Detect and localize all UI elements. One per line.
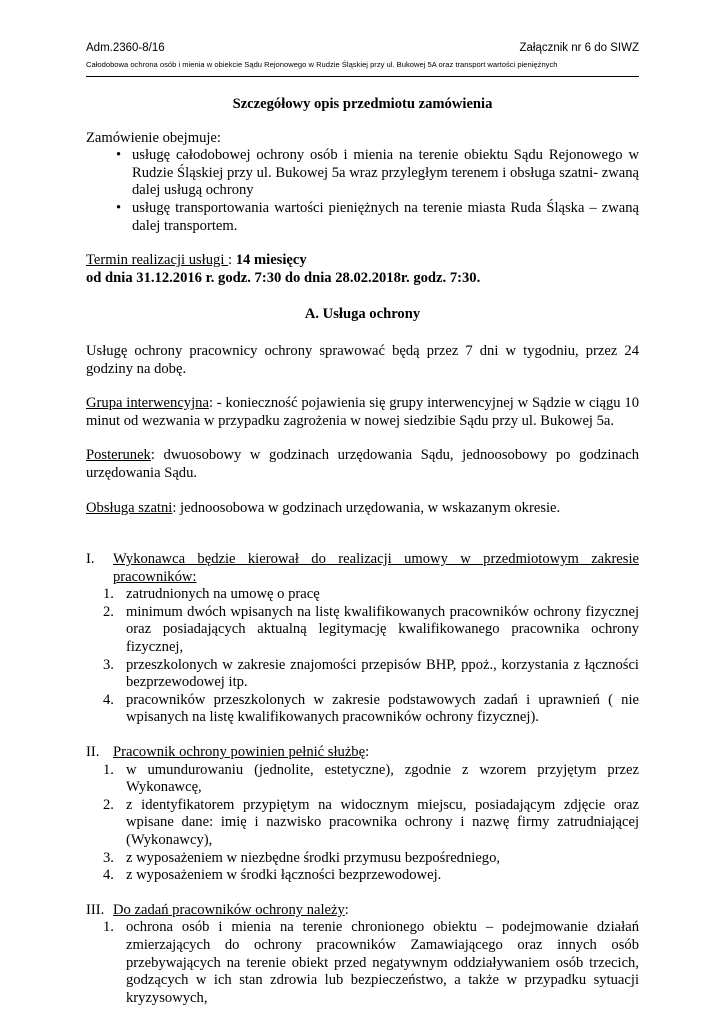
- section-number: II.: [86, 744, 100, 761]
- header-subtitle: Całodobowa ochrona osób i mienia w obiekcie Sądu Rejonowego w Rudzie Śląskiej przy ul. Bukowej 5A oraz transport wartości pieniężnych: [86, 60, 558, 69]
- list-item-text: z wyposażeniem w środki łączności bezprzewodowej.: [126, 867, 442, 884]
- page-header: [86, 42, 639, 54]
- document-body: [86, 88, 639, 1007]
- scope-item: [86, 147, 639, 200]
- bullet-icon: •: [116, 147, 122, 164]
- scope-item-text: usługę transportowania wartości pieniężnych na terenie miasta Ruda Śląska – zwaną dalej transportem.: [132, 199, 639, 234]
- section-3-heading: [86, 902, 639, 920]
- item-number: 2.: [103, 603, 114, 620]
- item-number: 1.: [103, 919, 114, 936]
- document-title: Szczegółowy opis przedmiotu zamówienia: [232, 96, 493, 112]
- list-item-text: pracowników przeszkolonych w zakresie podstawowych zadań i uprawnień ( nie wpisanych na listę kwalifikowanych pracowników ochrony fizycznej).: [126, 691, 639, 726]
- item-number: 2.: [103, 796, 114, 813]
- list-item: [86, 762, 639, 797]
- list-item-text: z identyfikatorem przypiętym na widocznym miejscu, posiadającym zdjęcie oraz wpisane dane: imię i nazwisko pracownika ochrony i nazwę firmy zatrudniającej (Wykonawcy),: [126, 796, 639, 848]
- section-2-heading: [86, 744, 639, 762]
- item-number: 4.: [103, 867, 114, 884]
- attachment-label: Załącznik nr 6 do SIWZ: [519, 42, 639, 54]
- term-label: Termin realizacji usługi: [86, 252, 229, 269]
- term-colon: :: [228, 252, 236, 269]
- term-value: 14 miesięcy: [235, 252, 307, 269]
- service-description: Usługę ochrony pracownicy ochrony sprawować będą przez 7 dni w tygodniu, przez 24 godziny na dobę.: [86, 342, 639, 377]
- cloakroom-text: : jednoosobowa w godzinach urzędowania, w wskazanym okresie.: [172, 499, 561, 516]
- list-item: [86, 692, 639, 727]
- document-reference: Adm.2360-8/16: [86, 42, 165, 54]
- intervention-text: : - konieczność pojawienia się grupy interwencyjnej w Sądzie w ciągu 10 minut od wezwania w przypadku zagrożenia w nowej siedzibie Sądu przy ul. Bukowej 5a.: [86, 395, 639, 429]
- section-heading-colon: :: [365, 744, 370, 761]
- item-number: 3.: [103, 656, 114, 673]
- intervention-label: Grupa interwencyjna: [86, 395, 209, 412]
- cloakroom-label: Obsługa szatni: [86, 499, 173, 516]
- scope-intro: Zamówienie obejmuje:: [86, 129, 221, 146]
- section-2-list: [86, 762, 639, 885]
- scope-item-text: usługę całodobowej ochrony osób i mienia na terenie obiektu Sądu Rejonowego w Rudzie Śląskiej przy ul. Bukowej 5a wraz przyległym terenem i obsługa szatni- zwaną dalej usługą ochrony: [132, 147, 639, 199]
- scope-list: [86, 147, 639, 235]
- list-item: [86, 586, 639, 604]
- list-item: [86, 867, 639, 885]
- intervention-paragraph: [86, 395, 639, 430]
- section-1-list: [86, 586, 639, 727]
- bullet-icon: •: [116, 199, 122, 216]
- cloakroom-paragraph: [86, 500, 639, 518]
- section-heading-text: Wykonawca będzie kierował do realizacji umowy w przedmiotowym zakresie pracowników:: [113, 551, 639, 585]
- list-item: [86, 797, 639, 850]
- item-number: 1.: [103, 761, 114, 778]
- list-item-text: ochrona osób i mienia na terenie chronionego obiektu – podejmowanie działań zmierzających do ochrony pracowników Zamawiającego oraz innych osób przebywających na terenie obiekt przed negatywnym oddziaływaniem osób trzecich, godzących w ich stan zdrowia lub bezpieczeństwo, a także w przypadku sytuacji kryzysowych,: [126, 919, 639, 1006]
- list-item: [86, 919, 639, 1007]
- list-item: [86, 850, 639, 868]
- header-divider: [86, 76, 639, 77]
- post-label: Posterunek: [86, 447, 151, 464]
- section-heading-colon: :: [344, 901, 349, 918]
- term-dates: od dnia 31.12.2016 r. godz. 7:30 do dnia 28.02.2018r. godz. 7:30.: [86, 269, 481, 286]
- item-number: 3.: [103, 849, 114, 866]
- list-item-text: z wyposażeniem w niezbędne środki przymusu bezpośredniego,: [126, 849, 501, 866]
- scope-item: [86, 200, 639, 235]
- item-number: 1.: [103, 586, 114, 603]
- section-number: I.: [86, 551, 95, 568]
- section-heading-text: Do zadań pracowników ochrony należy: [113, 901, 345, 918]
- post-paragraph: [86, 447, 639, 482]
- section-a-title: A. Usługa ochrony: [304, 306, 421, 323]
- section-heading-text: Pracownik ochrony powinien pełnić służbę: [113, 744, 366, 761]
- item-number: 4.: [103, 691, 114, 708]
- section-1-heading: [86, 551, 639, 586]
- list-item-text: zatrudnionych na umowę o pracę: [126, 586, 320, 603]
- term-line: [86, 252, 639, 270]
- list-item-text: przeszkolonych w zakresie znajomości przepisów BHP, ppoż., korzystania z łączności bezprzewodowej itp.: [126, 656, 639, 691]
- list-item-text: minimum dwóch wpisanych na listę kwalifikowanych pracowników ochrony fizycznej oraz posiadających aktualną legitymację kwalifikowanego pracownika ochrony fizycznej,: [126, 603, 639, 656]
- list-item: [86, 657, 639, 692]
- section-3-list: [86, 919, 639, 1007]
- list-item-text: w umundurowaniu (jednolite, estetyczne), zgodnie z wzorem przyjętym przez Wykonawcę,: [126, 761, 639, 796]
- list-item: [86, 604, 639, 657]
- post-text: : dwuosobowy w godzinach urzędowania Sądu, jednoosobowy po godzinach urzędowania Sądu.: [86, 447, 639, 481]
- section-number: III.: [86, 901, 105, 918]
